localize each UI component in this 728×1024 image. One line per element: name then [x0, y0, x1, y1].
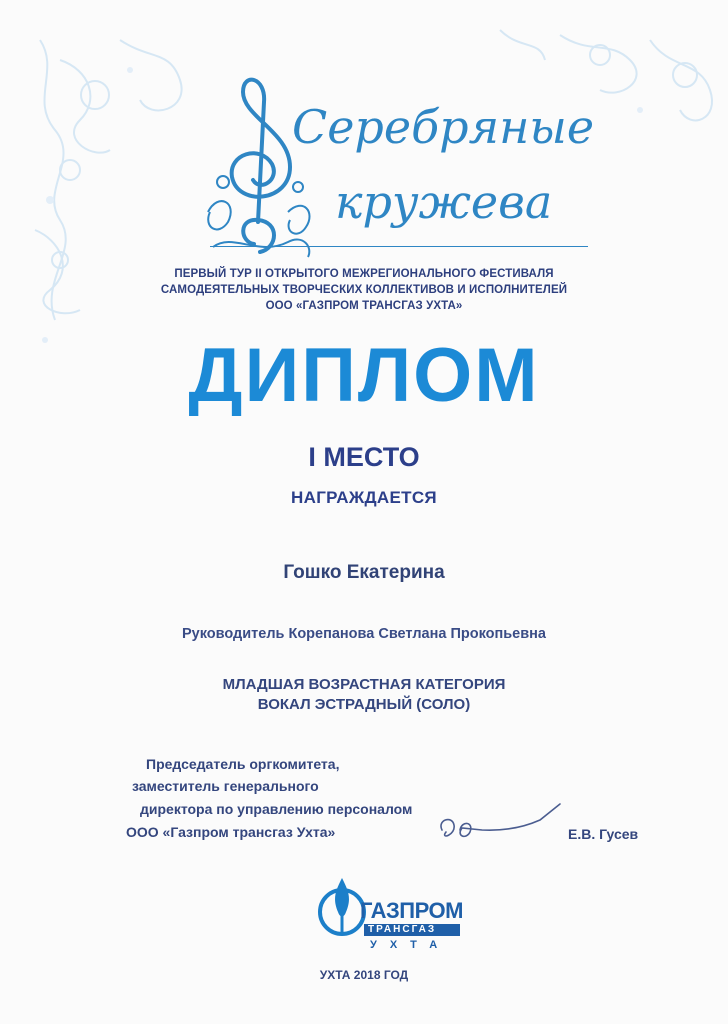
signatory-line-4: ООО «Газпром трансгаз Ухта»: [126, 824, 336, 840]
festival-line-1: ПЕРВЫЙ ТУР II ОТКРЫТОГО МЕЖРЕГИОНАЛЬНОГО ФЕСТИВАЛЯ: [174, 268, 554, 280]
recipient-name: Гошко Екатерина: [283, 562, 445, 583]
logo-title-line1: Серебряные: [292, 100, 595, 154]
category-line-1: МЛАДШАЯ ВОЗРАСТНАЯ КАТЕГОРИЯ: [222, 676, 506, 693]
place-label: I МЕСТО: [308, 442, 420, 472]
leader-line: Руководитель Корепанова Светлана Прокопьевна: [181, 626, 546, 642]
signatory-line-1: Председатель оргкомитета,: [146, 756, 340, 772]
logo-title-line2: кружева: [335, 175, 553, 229]
signatory-line-2: заместитель генерального: [132, 778, 319, 794]
company-logo-sub2: УХТА: [370, 939, 451, 951]
festival-line-3: ООО «ГАЗПРОМ ТРАНСГАЗ УХТА»: [265, 300, 463, 312]
company-logo-name: ГАЗПРОМ: [360, 898, 463, 923]
festival-line-2: САМОДЕЯТЕЛЬНЫХ ТВОРЧЕСКИХ КОЛЛЕКТИВОВ И ИСПОЛНИТЕЛЕЙ: [160, 284, 568, 296]
company-logo-sub1: ТРАНСГАЗ: [368, 924, 437, 935]
signatory-line-3: директора по управлению персоналом: [140, 801, 413, 817]
treble-clef-lace-icon: [198, 62, 318, 262]
signatory-name: Е.В. Гусев: [568, 826, 639, 842]
signature-icon: [432, 800, 572, 850]
awarded-label: НАГРАЖДАЕТСЯ: [291, 488, 437, 507]
logo-underline: [210, 246, 588, 247]
gazprom-flame-icon: [318, 872, 366, 938]
footer-city-year: УХТА 2018 ГОД: [319, 968, 409, 982]
diploma-title: ДИПЛОМ: [188, 333, 540, 418]
category-line-2: ВОКАЛ ЭСТРАДНЫЙ (СОЛО): [257, 696, 471, 713]
